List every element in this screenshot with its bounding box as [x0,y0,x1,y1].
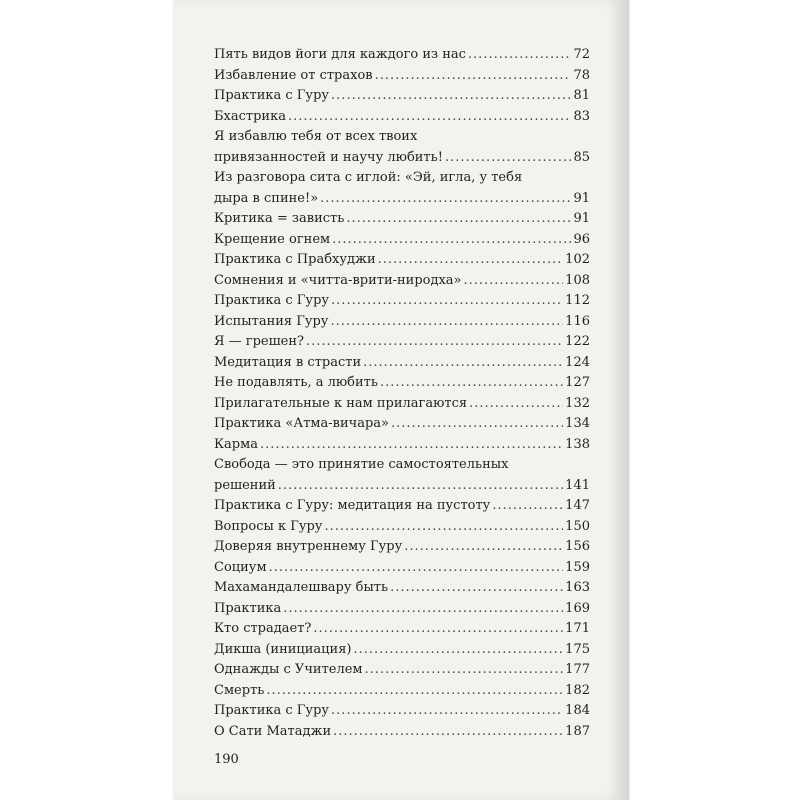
toc-entry [214,722,590,743]
toc-entry [214,209,590,230]
toc-entry [214,496,590,517]
dot-leader [288,107,571,128]
dot-leader [391,414,563,435]
dot-leader [365,660,564,681]
toc-entry [214,578,590,599]
toc-entry-line [214,45,590,66]
toc-entry-page: 184 [565,703,590,718]
toc-entry-title: О Сати Матаджи [214,723,332,739]
toc-entry [214,271,590,292]
toc-entry [214,230,590,251]
toc-entry-line [214,148,590,169]
dot-leader [283,599,563,620]
dot-leader [313,619,563,640]
page-number: 190 [214,752,239,767]
toc-entry-page: 132 [565,395,590,411]
toc-entry [214,558,590,579]
toc-entry-line [214,435,590,456]
dot-leader [492,496,563,517]
toc-entry-title: Бхастрика [214,108,286,124]
toc-entry [214,127,590,168]
toc-entry-page: 78 [573,67,590,83]
toc-entry-page: 156 [565,539,590,554]
toc-entry [214,168,590,209]
dot-leader [445,148,572,169]
toc-entry [214,373,590,394]
toc-entry-line [214,578,590,599]
toc-entry-line [214,230,590,251]
dot-leader [346,209,571,230]
toc-entry-page: 83 [573,108,590,124]
toc-entry-title: Крещение огнем [214,231,331,247]
toc-entry-page: 91 [573,190,590,206]
toc-entry-title: Смерть [214,682,265,698]
toc-entry-line [214,640,590,661]
toc-entry [214,291,590,312]
toc-entry-line [214,271,590,292]
toc-entry-page: 187 [565,723,590,739]
toc-entry-title: Испытания Гуру [214,313,329,329]
toc-entry-page: 108 [565,272,590,288]
toc-entry-title: Пять видов йоги для каждого из нас [214,47,466,62]
toc-entry-page: 141 [565,477,590,493]
dot-leader [260,435,563,456]
toc-entry-title: Критика = зависть [214,211,345,226]
toc-entry-page: 134 [565,416,590,431]
toc-entry-page: 127 [565,375,590,390]
toc-entry-line [214,373,590,394]
toc-entry-line [214,250,590,271]
toc-entry-page: 122 [565,334,590,349]
toc-entry-line [214,517,590,538]
toc-entry-page: 147 [565,498,590,513]
dot-leader [331,86,571,107]
toc-entry-title: Практика с Гуру [214,293,330,308]
toc-entry-line [214,455,590,476]
toc-entry-page: 177 [565,662,590,677]
toc-entry-page: 175 [565,641,590,657]
toc-entry [214,640,590,661]
toc-entry [214,517,590,538]
toc-entry [214,394,590,415]
toc-entry [214,250,590,271]
dot-leader [375,66,572,87]
page-edge-shadow [607,0,629,800]
toc-entry-page: 91 [573,211,590,226]
toc-entry-title: решений [214,477,276,493]
toc-entry-line [214,291,590,312]
dot-leader [404,537,563,558]
toc-entry-line [214,107,590,128]
toc-entry-line [214,127,590,148]
dot-leader [331,701,563,722]
toc-entry-line [214,414,590,435]
toc-entry-page: 163 [565,580,590,595]
toc-entry-title: Практика с Гуру: медитация на пустоту [214,498,491,513]
toc-entry [214,353,590,374]
toc-entry-line [214,558,590,579]
dot-leader [330,312,563,333]
toc-entry-title: Карма [214,436,258,452]
dot-leader [266,681,563,702]
toc-entry [214,107,590,128]
toc-entry-page: 85 [573,149,590,165]
dot-leader [353,640,563,661]
toc-entry-line [214,537,590,558]
toc-entry-title: Медитация в страсти [214,354,362,370]
toc-entry-title: дыра в спине!» [214,190,319,206]
toc-entry [214,45,590,66]
toc-entry-title: Я избавлю тебя от всех твоих [214,129,418,144]
toc-entry-title: Доверяя внутреннему Гуру [214,539,403,554]
toc-entry-title: Махамандалешвару быть [214,580,389,595]
toc-entry-title: Практика [214,600,282,616]
toc-entry-line [214,394,590,415]
toc-entry-title: Из разговора сита с иглой: «Эй, игла, у тебя [214,170,523,185]
toc-entry-title: Прилагательные к нам прилагаются [214,395,468,411]
toc-entry-line [214,66,590,87]
toc-entry-line [214,332,590,353]
toc-entry-title: привязанностей и научу любить! [214,149,443,165]
toc-entry-title: Сомнения и «читта-врити-ниродха» [214,272,462,288]
toc-entry-title: Я — грешен? [214,334,305,349]
dot-leader [378,250,564,271]
toc-entry-title: Практика «Атма-вичара» [214,416,389,431]
toc-entry-line [214,168,590,189]
toc-entry-page: 150 [565,518,590,534]
toc-entry [214,414,590,435]
dot-leader [278,476,563,497]
toc-entry-page: 72 [573,47,590,62]
toc-entry-line [214,189,590,210]
toc-entry-line [214,701,590,722]
toc-entry-title: Кто страдает? [214,621,312,636]
toc-entry [214,86,590,107]
dot-leader [269,558,564,579]
dot-leader [331,291,563,312]
toc-entry-title: Вопросы к Гуру [214,518,323,534]
toc-entry [214,701,590,722]
dot-leader [469,394,563,415]
toc-entry [214,435,590,456]
toc-entry [214,681,590,702]
toc-entry-page: 159 [565,559,590,575]
toc-entry-page: 169 [565,600,590,616]
toc-entry-line [214,353,590,374]
toc-entry-title: Социум [214,559,267,575]
dot-leader [306,332,563,353]
dot-leader [332,230,571,251]
toc-entry-page: 182 [565,682,590,698]
toc-entry-title: Практика с Гуру [214,703,330,718]
toc-entry-line [214,619,590,640]
toc-entry-page: 138 [565,436,590,452]
toc-entry-title: Дикша (инициация) [214,641,352,657]
dot-leader [333,722,563,743]
toc-entry-title: Практика с Прабхуджи [214,252,376,267]
dot-leader [324,517,563,538]
toc-entry-line [214,496,590,517]
table-of-contents [214,45,590,742]
toc-entry-line [214,209,590,230]
dot-leader [464,271,564,292]
toc-entry-title: Практика с Гуру [214,88,330,103]
toc-entry-title: Не подавлять, а любить [214,375,378,390]
toc-entry-page: 102 [565,252,590,267]
toc-entry-line [214,599,590,620]
toc-entry-page: 171 [565,621,590,636]
dot-leader [468,45,572,66]
dot-leader [363,353,563,374]
toc-entry-line [214,86,590,107]
toc-entry [214,599,590,620]
toc-entry-line [214,681,590,702]
dot-leader [380,373,563,394]
toc-entry-page: 81 [573,88,590,103]
toc-entry-line [214,476,590,497]
toc-entry [214,660,590,681]
toc-entry-line [214,312,590,333]
toc-entry-page: 116 [565,313,590,329]
toc-entry-title: Избавление от страхов [214,67,373,83]
dot-leader [390,578,563,599]
toc-entry [214,537,590,558]
dot-leader [320,189,571,210]
toc-entry [214,332,590,353]
toc-entry-line [214,660,590,681]
toc-entry-title: Однажды с Учителем [214,662,363,677]
toc-entry-title: Свобода — это принятие самостоятельных [214,457,509,472]
toc-entry-line [214,722,590,743]
toc-entry [214,455,590,496]
toc-entry [214,66,590,87]
toc-entry [214,312,590,333]
toc-entry-page: 96 [573,231,590,247]
toc-entry-page: 112 [565,293,590,308]
toc-entry-page: 124 [565,354,590,370]
toc-entry [214,619,590,640]
